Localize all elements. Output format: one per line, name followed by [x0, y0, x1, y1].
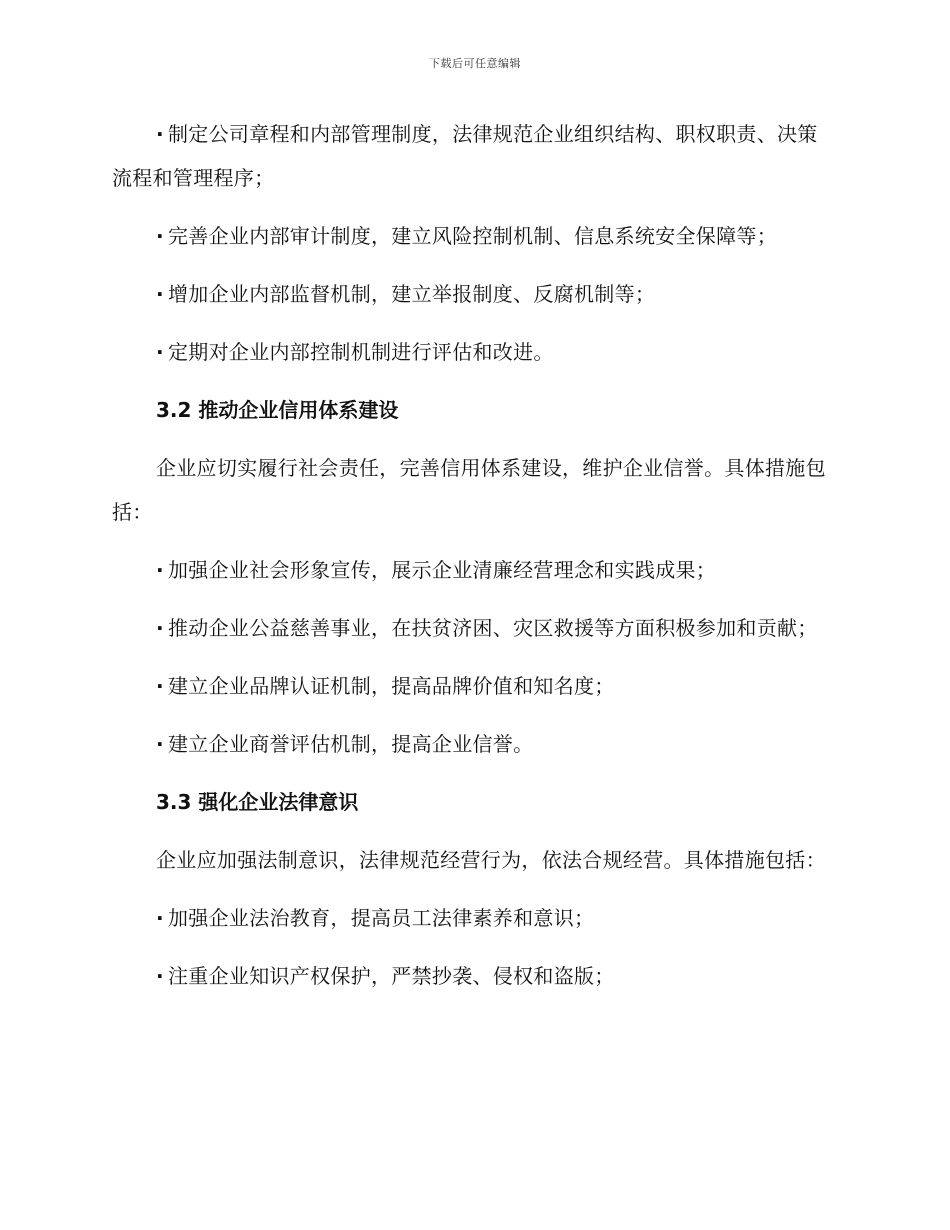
bullet-dot: ·: [156, 122, 164, 146]
section-heading: 3.2 推动企业信用体系建设: [156, 398, 399, 422]
bullet-item: [112, 606, 834, 650]
bullet-dot: ·: [156, 340, 164, 364]
bullet-text: 定期对企业内部控制机制进行评估和改进。: [168, 340, 554, 364]
bullet-text: 推动企业公益慈善事业，在扶贫济困、灾区救援等方面积极参加和贡献；: [168, 616, 818, 640]
bullet-dot: ·: [156, 906, 164, 930]
bullet-text: 加强企业社会形象宣传，展示企业清廉经营理念和实践成果；: [168, 558, 717, 582]
bullet-item: [112, 896, 834, 940]
bullet-text: 制定公司章程和内部管理制度，法律规范企业组织结构、职权职责、决策流程和管理程序；: [112, 122, 818, 190]
bullet-text: 加强企业法治教育，提高员工法律素养和意识；: [168, 906, 595, 930]
page-header-note: 下载后可任意编辑: [429, 57, 521, 70]
document-body: [112, 112, 834, 1012]
bullet-dot: ·: [156, 732, 164, 756]
bullet-dot: ·: [156, 282, 164, 306]
section-heading: 3.3 强化企业法律意识: [156, 790, 359, 814]
bullet-dot: ·: [156, 616, 164, 640]
paragraph: 企业应切实履行社会责任，完善信用体系建设，维护企业信誉。具体措施包括：: [112, 456, 826, 524]
bullet-text: 增加企业内部监督机制，建立举报制度、反腐机制等；: [168, 282, 656, 306]
bullet-item: [112, 548, 834, 592]
bullet-text: 建立企业商誉评估机制，提高企业信誉。: [168, 732, 534, 756]
bullet-dot: ·: [156, 674, 164, 698]
bullet-dot: ·: [156, 224, 164, 248]
bullet-item: [112, 272, 834, 316]
bullet-text: 完善企业内部审计制度，建立风险控制机制、信息系统安全保障等；: [168, 224, 777, 248]
bullet-text: 注重企业知识产权保护，严禁抄袭、侵权和盗版；: [168, 964, 615, 988]
bullet-item: [112, 722, 834, 766]
bullet-item: [112, 330, 834, 374]
bullet-item: [112, 954, 834, 998]
bullet-dot: ·: [156, 558, 164, 582]
bullet-item: [112, 664, 834, 708]
bullet-dot: ·: [156, 964, 164, 988]
bullet-item: [112, 112, 834, 200]
paragraph: 企业应加强法制意识，法律规范经营行为，依法合规经营。具体措施包括：: [156, 848, 826, 872]
bullet-item: [112, 214, 834, 258]
bullet-text: 建立企业品牌认证机制，提高品牌价值和知名度；: [168, 674, 615, 698]
